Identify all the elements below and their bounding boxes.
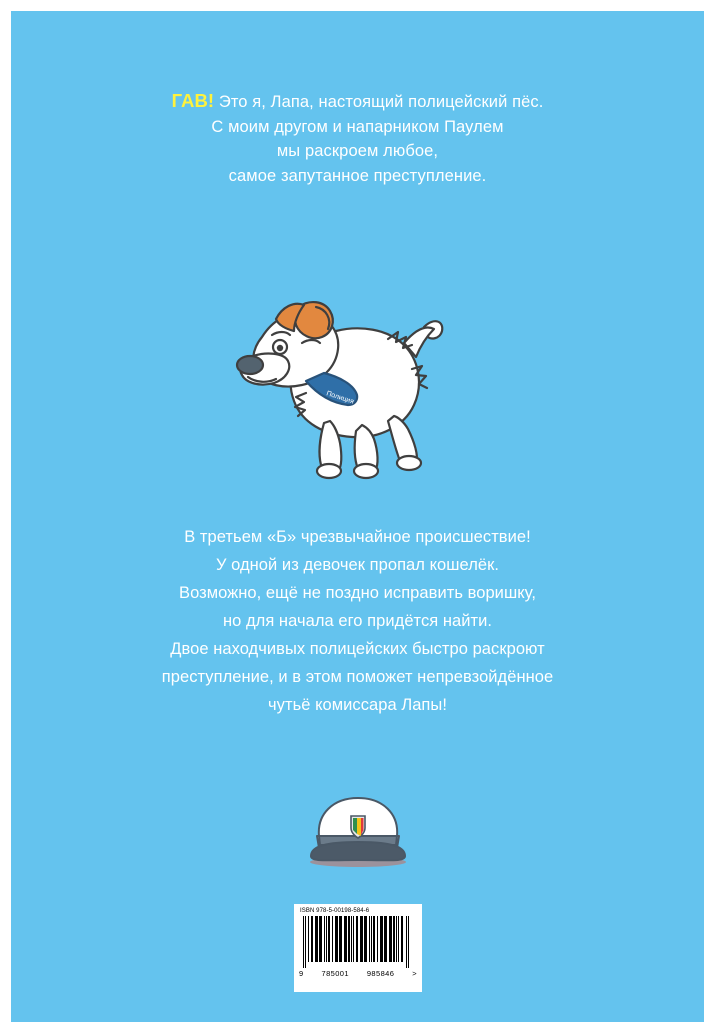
top-blurb-line-4: самое запутанное преступление. [228, 166, 487, 185]
barcode-digits [299, 969, 417, 978]
barcode-digit-mid: 785001 [321, 969, 349, 978]
gav-highlight: ГАВ! [171, 90, 215, 111]
police-cap-icon [293, 786, 423, 872]
barcode-digit-end: > [412, 969, 417, 978]
middle-blurb-line-4: но для начала его придётся найти. [222, 612, 493, 630]
middle-blurb-line-1: В третьем «Б» чрезвычайное происшествие! [184, 528, 531, 546]
top-blurb [11, 89, 704, 188]
middle-blurb-line-5: Двое находчивых полицейских быстро раскроют [170, 640, 545, 658]
barcode-digit-left: 9 [299, 969, 304, 978]
dog-illustration-container [11, 273, 704, 503]
barcode-digit-right: 985846 [366, 969, 395, 978]
isbn-text: ISBN 978-5-00198-584-6 [300, 908, 370, 914]
top-blurb-line-1-text: Это я, Лапа, настоящий полицейский пёс. [218, 93, 544, 111]
cap-illustration-container [11, 786, 704, 886]
middle-blurb-line-2: У одной из девочек пропал кошелёк. [215, 556, 500, 574]
barcode-block [294, 904, 422, 992]
middle-blurb [11, 523, 704, 719]
cartoon-dog-detective-icon [228, 273, 488, 493]
dog-collar-label: Полиция [324, 390, 355, 406]
top-blurb-line-2: С моим другом и напарником Паулем [211, 117, 504, 136]
barcode-bars [300, 916, 416, 968]
book-back-cover [11, 11, 704, 1022]
middle-blurb-line-6: преступление, и в этом поможет непревзойдённое [161, 668, 554, 686]
middle-blurb-line-7: чутьё комиссара Лапы! [268, 696, 447, 714]
top-blurb-line-1 [11, 89, 704, 115]
middle-blurb-line-3: Возможно, ещё не поздно исправить воришку, [179, 584, 536, 602]
cap-badge [351, 816, 365, 838]
top-blurb-line-3: мы раскроем любое, [276, 142, 439, 160]
